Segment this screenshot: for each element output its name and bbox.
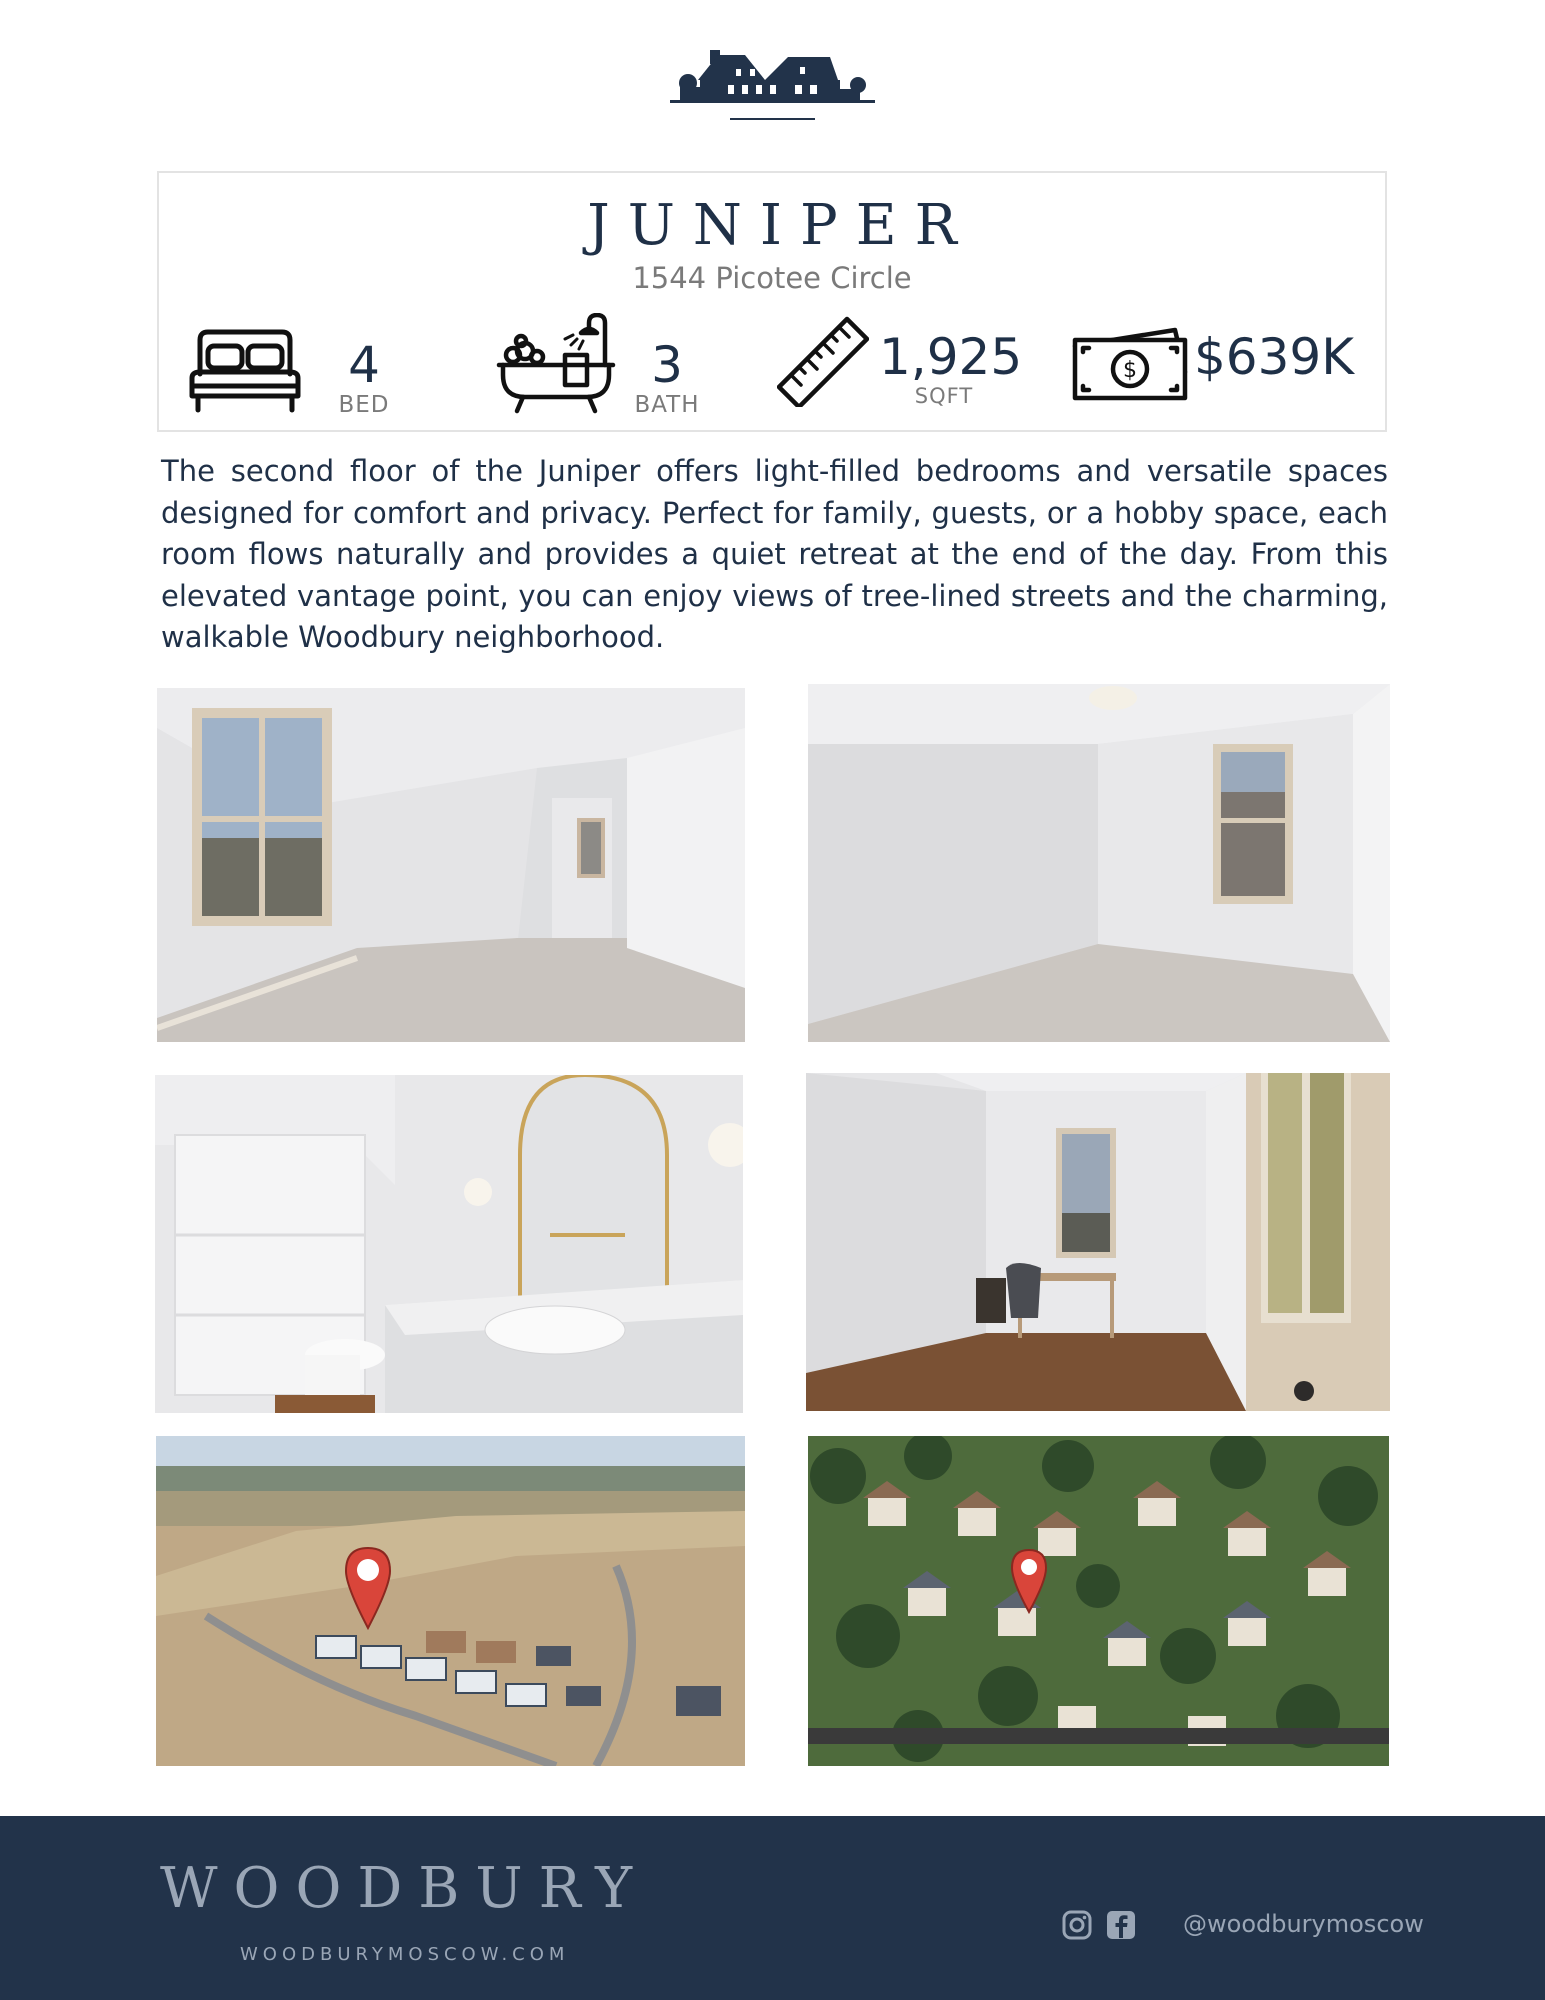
photo-aerial-construction-image [156, 1436, 745, 1766]
money-icon [1071, 326, 1191, 404]
bed-icon [186, 326, 304, 416]
photo-bedroom-alcove[interactable] [157, 688, 745, 1042]
listing-description: The second floor of the Juniper offers light-filled bedrooms and versatile spaces designed for comfort and privacy. Perfect for family, guests, or a hobby space, each room flows naturally and provides a quiet retreat at the end of the day. From this elevated vantage point, you can enjoy views of tree-lined streets and the charming, walkable Woodbury neighborhood. [161, 454, 1388, 654]
listing-summary-card [157, 171, 1387, 432]
footer-website-link[interactable]: WOODBURYMOSCOW.COM [240, 1944, 570, 1965]
photo-aerial-construction[interactable] [156, 1436, 745, 1766]
photo-office[interactable] [806, 1073, 1390, 1411]
photo-bathroom-image [155, 1075, 743, 1413]
facebook-icon[interactable] [1106, 1910, 1136, 1940]
photo-bathroom[interactable] [155, 1075, 743, 1413]
photo-bedroom-alcove-image [157, 688, 745, 1042]
bathtub-icon [495, 313, 617, 416]
instagram-icon[interactable] [1062, 1910, 1092, 1940]
bed-label: BED [338, 392, 390, 418]
svg-text:$: $ [1123, 358, 1137, 383]
photo-aerial-neighborhood[interactable] [808, 1436, 1389, 1766]
ruler-icon [777, 315, 869, 407]
price-value: $639K [1194, 328, 1355, 386]
photo-office-image [806, 1073, 1390, 1411]
listing-title: JUNIPER [587, 193, 975, 258]
photo-bedroom-window[interactable] [808, 684, 1390, 1042]
bath-label: BATH [634, 392, 700, 418]
woodbury-house-logo [670, 45, 875, 125]
sqft-value: 1,925 [879, 328, 1023, 386]
footer-brand: WOODBURY [160, 1856, 649, 1921]
sqft-label: SQFT [914, 384, 974, 408]
footer [0, 1816, 1545, 2000]
listing-address: 1544 Picotee Circle [632, 261, 912, 295]
photo-aerial-neighborhood-image [808, 1436, 1389, 1766]
bath-count: 3 [651, 336, 683, 394]
social-handle[interactable]: @woodburymoscow [1183, 1910, 1424, 1938]
bed-count: 4 [348, 336, 380, 394]
photo-bedroom-window-image [808, 684, 1390, 1042]
